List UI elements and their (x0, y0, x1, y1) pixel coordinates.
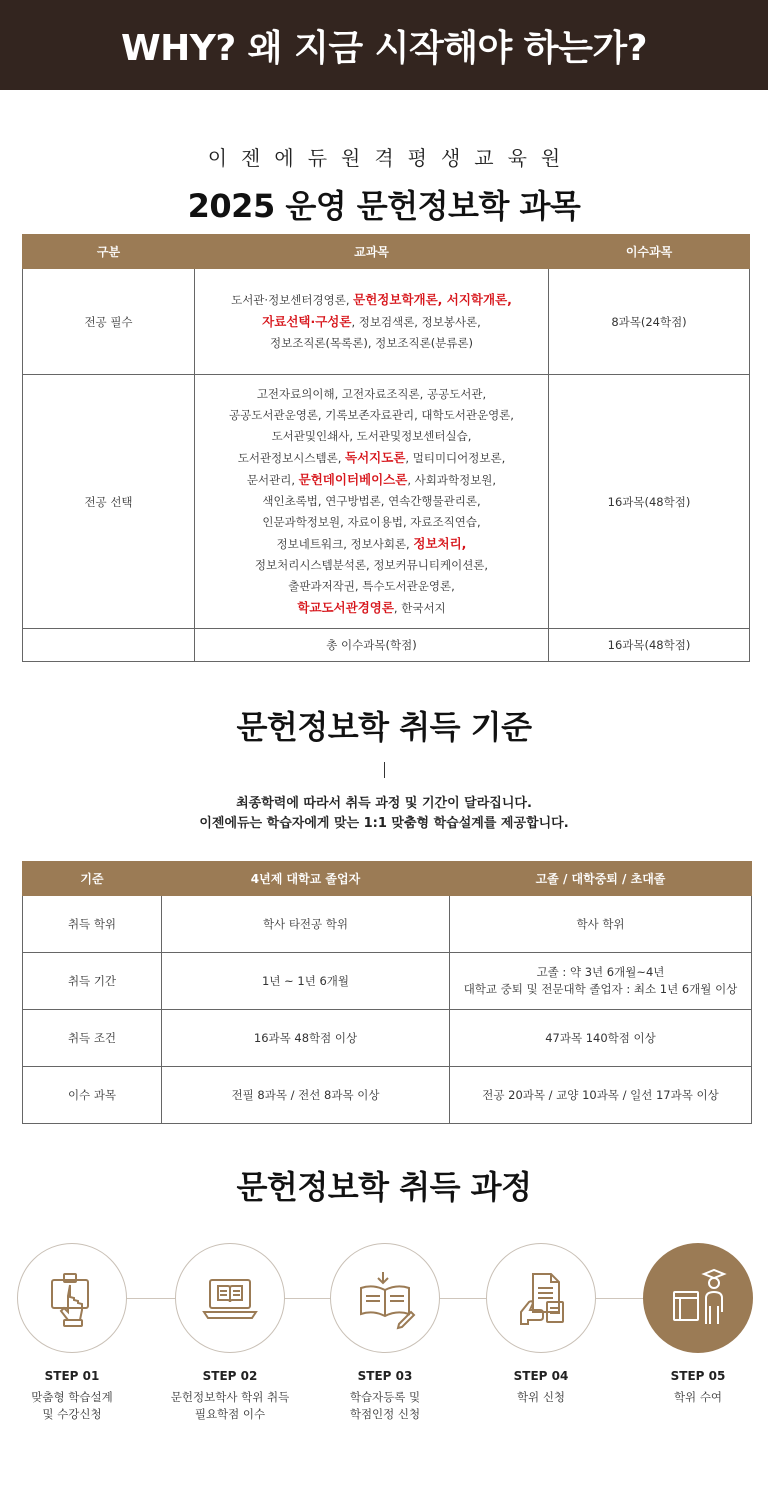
highlighted-subject: 문헌데이터베이스론 (298, 472, 408, 487)
subject-text: , 사회과학정보원, (407, 473, 497, 487)
row-credits: 16과목(48학점) (549, 375, 750, 629)
banner-title: WHY? 왜 지금 시작해야 하는가? (120, 27, 648, 69)
step-label: STEP 02 (202, 1369, 258, 1383)
total-label: 총 이수과목(학점) (195, 629, 549, 662)
subject-list (195, 269, 549, 375)
divider-bar (384, 762, 385, 778)
header-highschool-grad: 고졸 / 대학중퇴 / 초대졸 (450, 862, 752, 896)
step-desc-line: 학점인정 신청 (349, 1407, 421, 1421)
step-desc-line: 학위 수여 (673, 1390, 723, 1404)
subject-text: 출판과저작권, 특수도서관운영론, (288, 579, 455, 593)
step-desc-line: 학위 신청 (516, 1390, 566, 1404)
highlighted-subject: 문헌정보학개론, 서지학개론, (353, 292, 512, 307)
row-credits: 8과목(24학점) (549, 269, 750, 375)
criteria-table (22, 861, 752, 1124)
subject-line (201, 311, 542, 333)
subject-line (201, 469, 542, 491)
subject-text: 색인초록법, 연구방법론, 연속간행물관리론, (262, 494, 481, 508)
criteria-label: 취득 학위 (23, 896, 162, 953)
university-grad-value: 16과목 48학점 이상 (162, 1010, 450, 1067)
header-university-grad: 4년제 대학교 졸업자 (162, 862, 450, 896)
university-grad-value: 1년 ~ 1년 6개월 (162, 953, 450, 1010)
curriculum-table (22, 234, 750, 662)
table-row (23, 269, 750, 375)
subject-line (201, 576, 542, 597)
row-category: 전공 필수 (23, 269, 195, 375)
laptop-book-icon (198, 1266, 262, 1330)
value-line: 47과목 140학점 이상 (545, 1030, 656, 1045)
table-row (23, 1010, 752, 1067)
step-desc-line: 맞춤형 학습설계 (31, 1390, 113, 1404)
subject-line (201, 491, 542, 512)
subject-line (201, 333, 542, 354)
section2-title: 문헌정보학 취득 기준 (236, 708, 532, 746)
subject-text: , 멀티미디어정보론, (405, 451, 506, 465)
table-header-row (23, 235, 750, 269)
step-desc-line: 문헌정보학사 학위 취득 (170, 1390, 290, 1404)
step-desc-line: 및 수강신청 (42, 1407, 102, 1421)
table-total-row (23, 629, 750, 662)
subject-line (201, 289, 542, 311)
university-grad-value: 학사 타전공 학위 (162, 896, 450, 953)
step-circle (17, 1243, 127, 1353)
total-credits: 16과목(48학점) (549, 629, 750, 662)
value-line: 대학교 중퇴 및 전문대학 졸업자 : 최소 1년 6개월 이상 (463, 982, 738, 996)
subject-text: 도서관·정보센터경영론, (231, 293, 354, 307)
step-5 (623, 1243, 768, 1406)
highlighted-subject: 학교도서관경영론 (297, 600, 394, 615)
step-1 (0, 1243, 147, 1423)
desc-line: 최종학력에 따라서 취득 과정 및 기간이 달라집니다. (236, 796, 532, 811)
step-circle (486, 1243, 596, 1353)
highschool-grad-value (450, 953, 752, 1010)
subject-text: , 한국서지 (393, 601, 446, 615)
value-line: 고졸 : 약 3년 6개월~4년 (536, 965, 665, 979)
hand-document-icon (509, 1266, 573, 1330)
highlighted-subject: 자료선택·구성론 (262, 314, 352, 329)
subject-line (201, 426, 542, 447)
total-category (23, 629, 195, 662)
table-row (23, 953, 752, 1010)
subject-text: 공공도서관운영론, 기록보존자료관리, 대학도서관운영론, (229, 408, 514, 422)
subject-text: 도서관정보시스템론, (237, 451, 346, 465)
subject-list (195, 375, 549, 629)
header-credits: 이수과목 (549, 235, 750, 269)
value-line: 전공 20과목 / 교양 10과목 / 일선 17과목 이상 (482, 1087, 719, 1102)
criteria-label: 취득 조건 (23, 1010, 162, 1067)
section3-title: 문헌정보학 취득 과정 (236, 1168, 532, 1206)
step-3 (310, 1243, 460, 1423)
subject-line (201, 597, 542, 619)
highlighted-subject: 독서지도론 (345, 450, 406, 465)
university-grad-value: 전필 8과목 / 전선 8과목 이상 (162, 1067, 450, 1124)
step-desc-line: 학습자등록 및 (349, 1390, 421, 1404)
subject-line (201, 512, 542, 533)
header-criteria: 기준 (23, 862, 162, 896)
step-circle (330, 1243, 440, 1353)
step-desc (0, 1389, 147, 1423)
hand-click-document-icon (40, 1266, 104, 1330)
table-row (23, 1067, 752, 1124)
criteria-label: 취득 기간 (23, 953, 162, 1010)
step-circle (643, 1243, 753, 1353)
header-category: 구분 (23, 235, 195, 269)
table-header-row (23, 862, 752, 896)
step-desc (623, 1389, 768, 1406)
section1-title: 2025 운영 문헌정보학 과목 (187, 187, 581, 225)
step-desc (310, 1389, 460, 1423)
step-desc-line: 필요학점 이수 (194, 1407, 266, 1421)
subject-line (201, 405, 542, 426)
subject-text: 정보네트워크, 정보사회론, (276, 537, 414, 551)
highschool-grad-value (450, 896, 752, 953)
criteria-label: 이수 과목 (23, 1067, 162, 1124)
step-label: STEP 01 (44, 1369, 100, 1383)
subject-text: 정보조직론(목록론), 정보조직론(분류론) (270, 336, 473, 350)
subject-text: 정보처리시스템분석론, 정보커뮤니티케이션론, (254, 558, 489, 572)
value-line: 학사 학위 (576, 916, 625, 931)
highschool-grad-value (450, 1010, 752, 1067)
subject-text: 문서관리, (246, 473, 299, 487)
highschool-grad-value (450, 1067, 752, 1124)
step-desc (155, 1389, 305, 1423)
step-2 (155, 1243, 305, 1423)
step-desc (466, 1389, 616, 1406)
graduate-diploma-icon (666, 1266, 730, 1330)
step-label: STEP 05 (670, 1369, 726, 1383)
subject-line (201, 533, 542, 555)
table-row (23, 375, 750, 629)
highlighted-subject: 정보처리, (413, 536, 467, 551)
step-4 (466, 1243, 616, 1406)
step-circle (175, 1243, 285, 1353)
subject-text: 고전자료의이해, 고전자료조직론, 공공도서관, (256, 387, 487, 401)
subject-text: 인문과학정보원, 자료이용법, 자료조직연습, (262, 515, 481, 529)
desc-line: 이젠에듀는 학습자에게 맞는 1:1 맞춤형 학습설계를 제공합니다. (199, 816, 569, 831)
table-row (23, 896, 752, 953)
org-name: 이젠에듀원격평생교육원 (207, 146, 575, 170)
section2-description (0, 794, 768, 834)
subject-line (201, 555, 542, 576)
subject-line (201, 447, 542, 469)
step-label: STEP 03 (357, 1369, 413, 1383)
subject-text: 도서관및인쇄사, 도서관및정보센터실습, (271, 429, 472, 443)
subject-line (201, 384, 542, 405)
open-book-pencil-icon (353, 1266, 417, 1330)
subject-text: , 정보검색론, 정보봉사론, (351, 315, 481, 329)
top-banner (0, 0, 768, 90)
header-subjects: 교과목 (195, 235, 549, 269)
step-label: STEP 04 (513, 1369, 569, 1383)
row-category: 전공 선택 (23, 375, 195, 629)
